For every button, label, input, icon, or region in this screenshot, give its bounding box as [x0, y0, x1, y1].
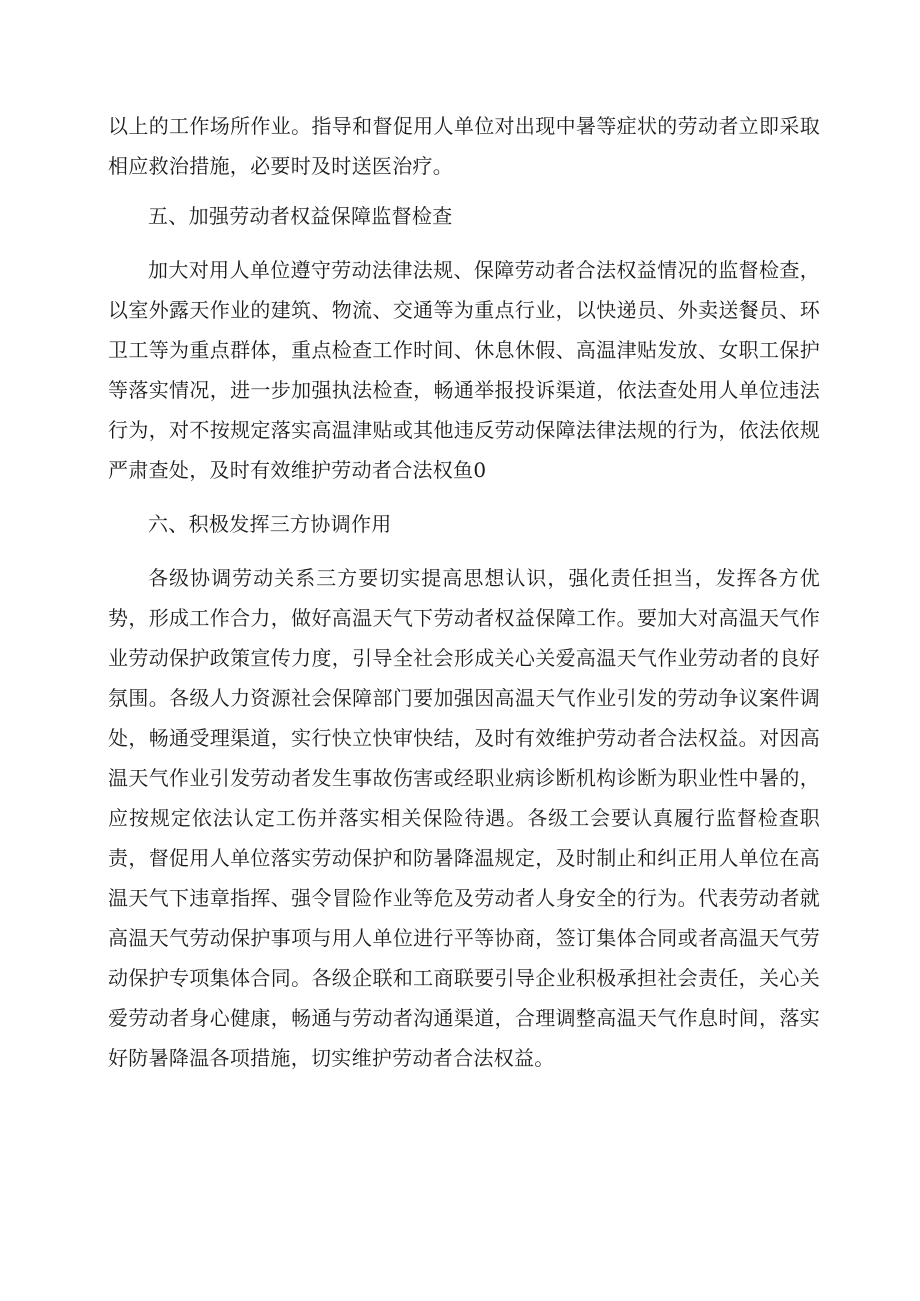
- paragraph-supervision: 加大对用人单位遵守劳动法律法规、保障劳动者合法权益情况的监督检查，以室外露天作业的建筑、物流、交通等为重点行业，以快递员、外卖送餐员、环卫工等为重点群体，重点检查工作时间、休息休假、高温津贴发放、女职工保护等落实情况，进一步加强执法检查，畅通举报投诉渠道，依法查处用人单位违法行为，对不按规定落实高温津贴或其他违反劳动保障法律法规的行为，依法依规严肃查处，及时有效维护劳动者合法权鱼0: [108, 258, 820, 482]
- document-page: [108, 106, 820, 1078]
- paragraph-continued: 以上的工作场所作业。指导和督促用人单位对出现中暑等症状的劳动者立即采取相应救治措施，必要时及时送医治疗。: [108, 114, 820, 178]
- section-heading-five: 五、加强劳动者权益保障监督检查: [148, 204, 453, 228]
- paragraph-tripartite: 各级协调劳动关系三方要切实提高思想认识，强化责任担当，发挥各方优势，形成工作合力，做好高温天气下劳动者权益保障工作。要加大对高温天气作业劳动保护政策宣传力度，引导全社会形成关心关爱高温天气作业劳动者的良好氛围。各级人力资源社会保障部门要加强因高温天气作业引发的劳动争议案件调处，畅通受理渠道，实行快立快审快结，及时有效维护劳动者合法权益。对因高温天气作业引发劳动者发生事故伤害或经职业病诊断机构诊断为职业性中暑的，应按规定依法认定工伤并落实相关保险待遇。各级工会要认真履行监督检查职责，督促用人单位落实劳动保护和防暑降温规定，及时制止和纠正用人单位在高温天气下违章指挥、强令冒险作业等危及劳动者人身安全的行为。代表劳动者就高温天气劳动保护事项与用人单位进行平等协商，签订集体合同或者高温天气劳动保护专项集体合同。各级企联和工商联要引导企业积极承担社会责任，关心关爱劳动者身心健康，畅通与劳动者沟通渠道，合理调整高温天气作息时间，落实好防暑降温各项措施，切实维护劳动者合法权益。: [108, 566, 820, 1070]
- section-heading-six: 六、积极发挥三方协调作用: [148, 512, 392, 536]
